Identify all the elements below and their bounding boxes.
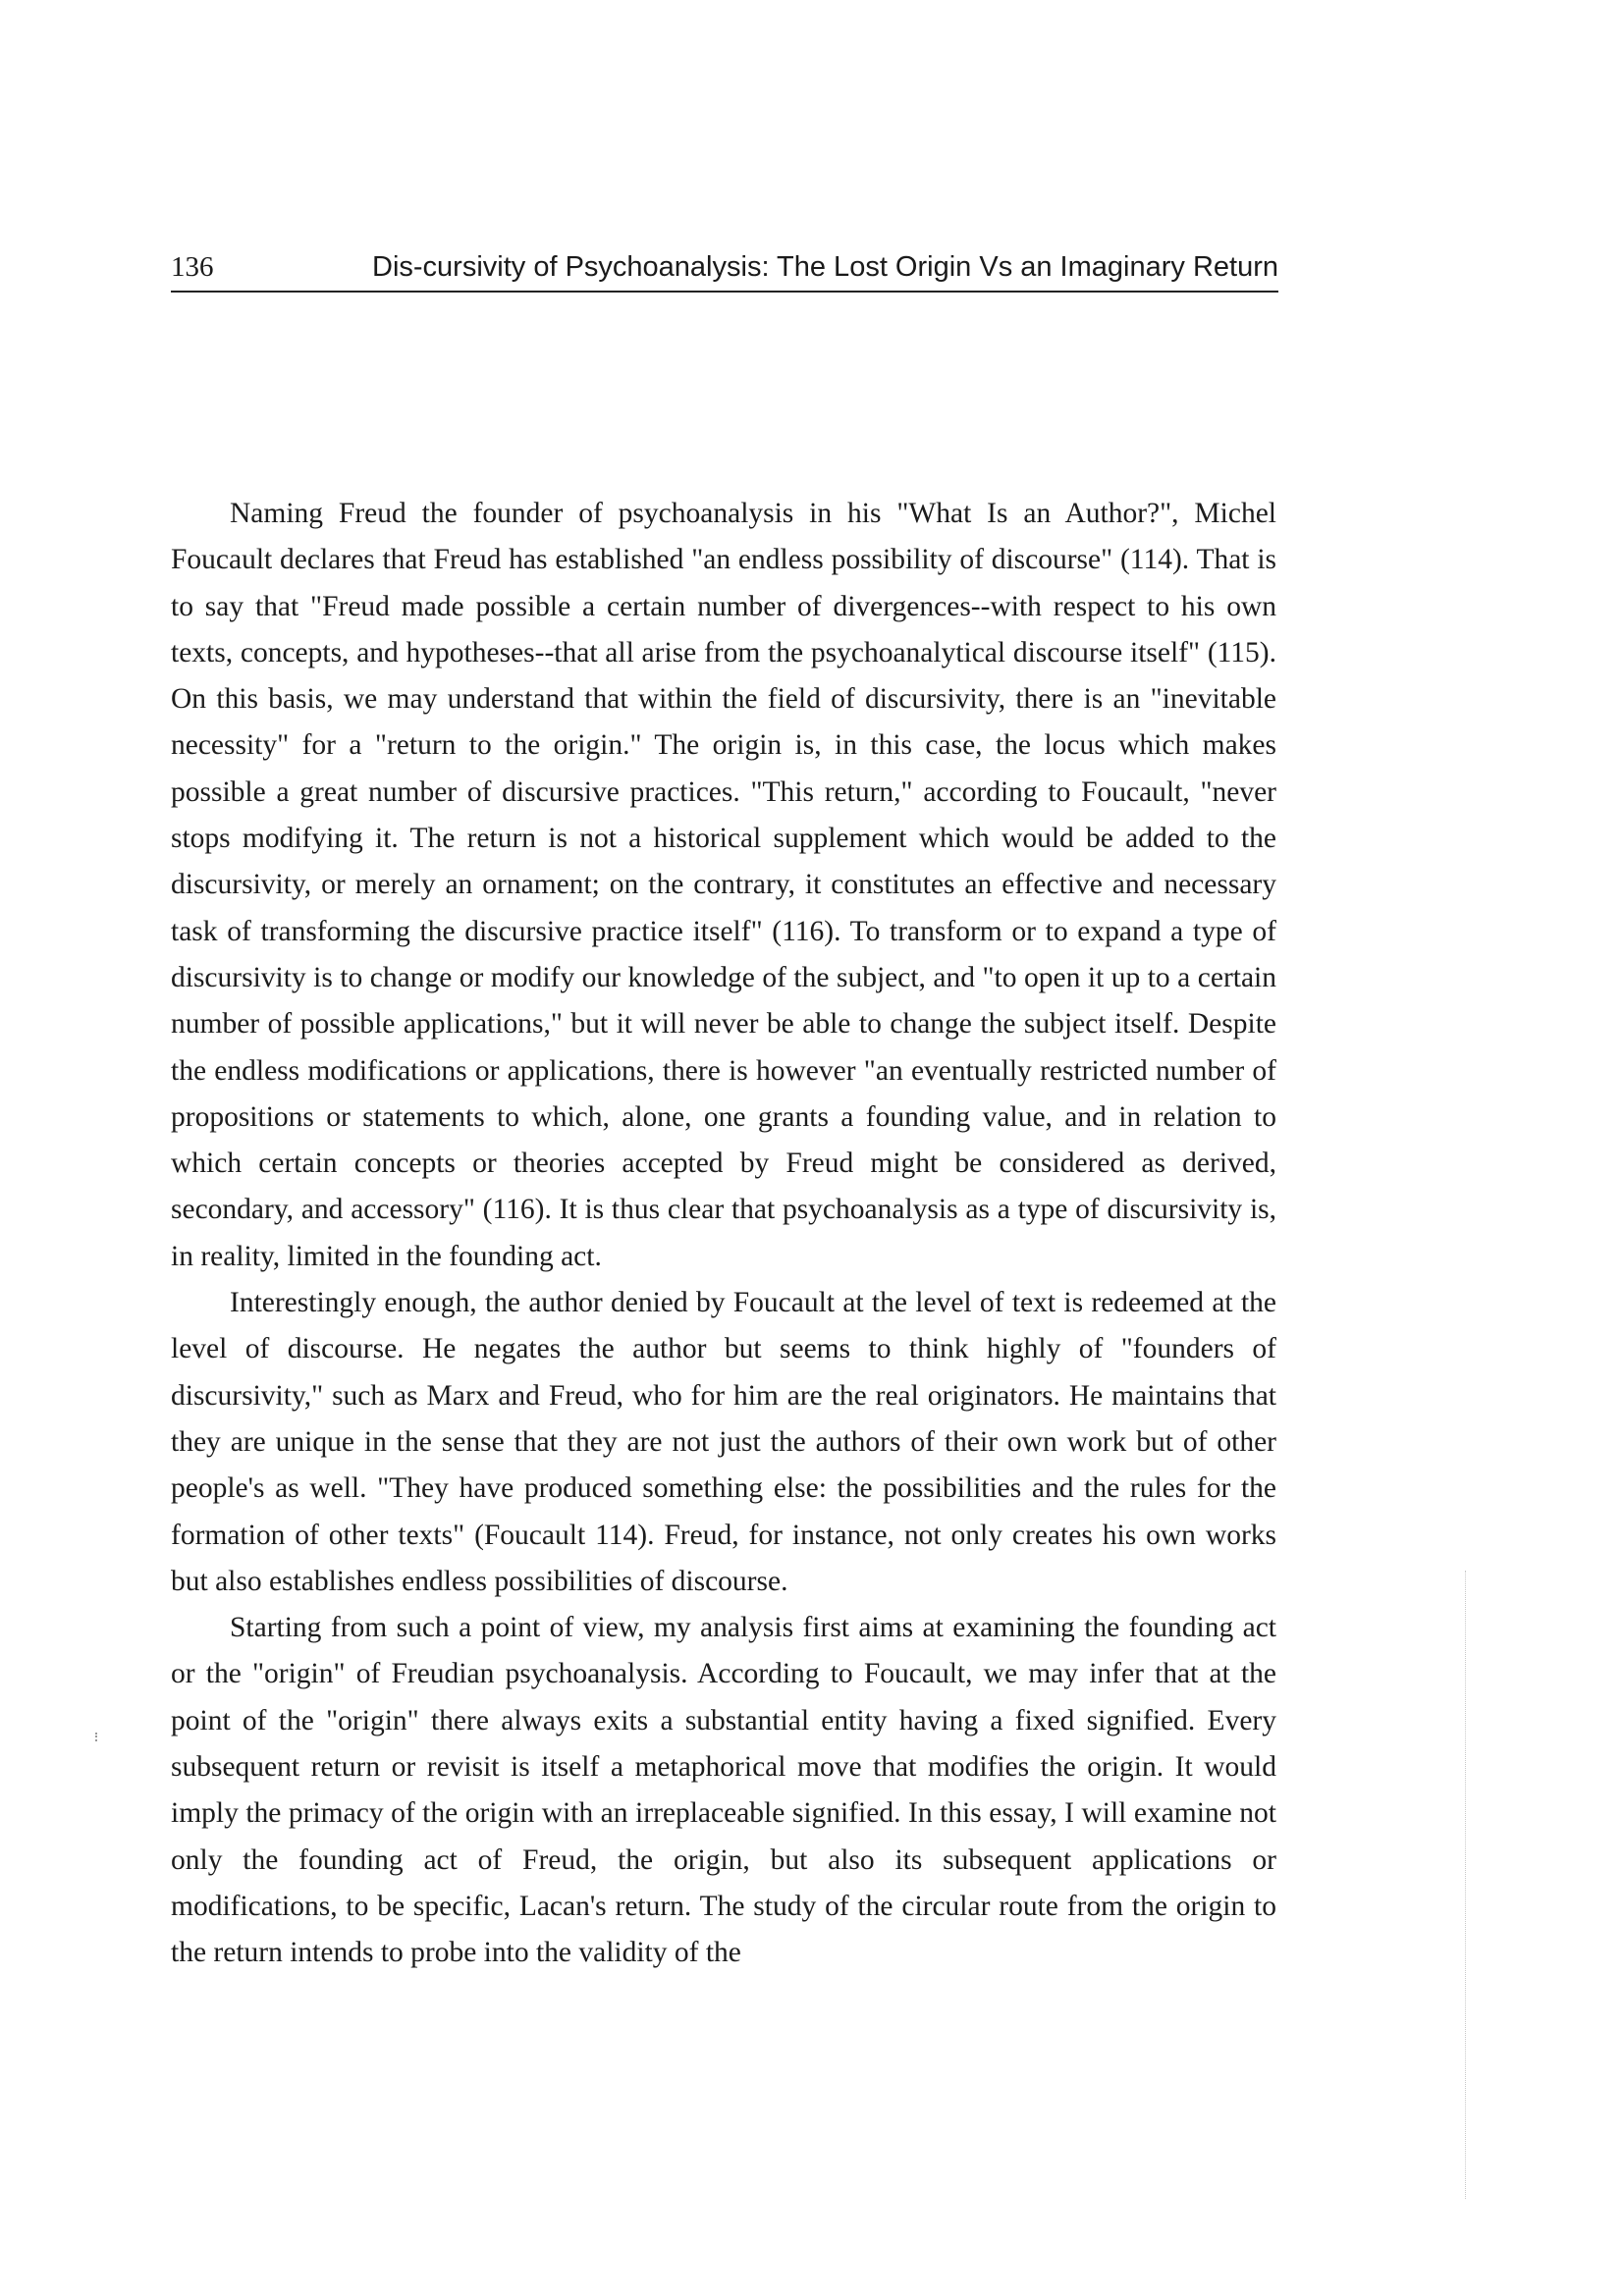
scan-artifact-line	[1465, 1571, 1466, 2199]
page-number: 136	[171, 251, 214, 283]
running-title: Dis-cursivity of Psychoanalysis: The Lost Origin Vs an Imaginary Return	[372, 251, 1278, 283]
paragraph-1: Naming Freud the founder of psychoanalysis in his "What Is an Author?", Michel Foucault declares that Freud has established "an endless possibility of discourse" (114). That is to say that "Freud made possible a certain number of divergences--with respect to his own texts, concepts, and hypotheses--that all arise from the psychoanalytical discourse itself" (115). On this basis, we may understand that within the field of discursivity, there is an "inevitable necessity" for a "return to the origin." The origin is, in this case, the locus which makes possible a great number of discursive practices. "This return," according to Foucault, "never stops modifying it. The return is not a historical supplement which would be added to the discursivity, or merely an ornament; on the contrary, it constitutes an effective and necessary task of transforming the discursive practice itself" (116). To transform or to expand a type of discursivity is to change or modify our knowledge of the subject, and "to open it up to a certain number of possible applications," but it will never be able to change the subject itself. Despite the endless modifications or applications, there is however "an eventually restricted number of propositions or statements to which, alone, one grants a founding value, and in relation to which certain concepts or theories accepted by Freud might be considered as derived, secondary, and accessory" (116). It is thus clear that psychoanalysis as a type of discursivity is, in reality, limited in the founding act.	[171, 498, 1276, 1272]
scan-artifact-mark	[95, 1733, 100, 1741]
running-header	[171, 243, 1278, 293]
body-text	[171, 491, 1276, 1977]
paragraph-3: Starting from such a point of view, my analysis first aims at examining the founding act or the "origin" of Freudian psychoanalysis. According to Foucault, we may infer that at the point of the "origin" there always exits a substantial entity having a fixed signified. Every subsequent return or revisit is itself a metaphorical move that modifies the origin. It would imply the primacy of the origin with an irreplaceable signified. In this essay, I will examine not only the founding act of Freud, the origin, but also its subsequent applications or modifications, to be specific, Lacan's return. The study of the circular route from the origin to the return intends to probe into the validity of the	[171, 1612, 1276, 1969]
paragraph-2: Interestingly enough, the author denied by Foucault at the level of text is redeemed at the level of discourse. He negates the author but seems to think highly of "founders of discursivity," such as Marx and Freud, who for him are the real originators. He maintains that they are unique in the sense that they are not just the authors of their own work but of other people's as well. "They have produced something else: the possibilities and the rules for the formation of other texts" (Foucault 114). Freud, for instance, not only creates his own works but also establishes endless possibilities of discourse.	[171, 1287, 1276, 1597]
